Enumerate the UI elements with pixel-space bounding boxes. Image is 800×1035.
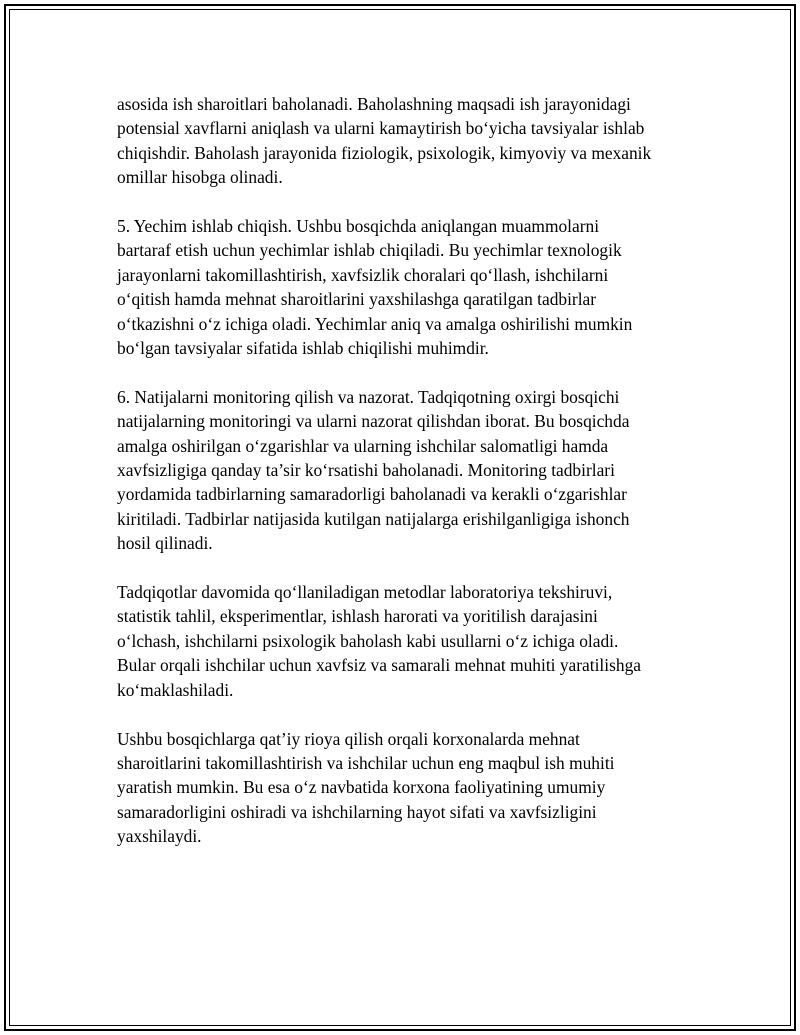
text-line: yaxshilaydi. bbox=[117, 826, 202, 847]
text-line: kiritiladi. Tadbirlar natijasida kutilgan natijalarga erishilganligiga ishonch bbox=[117, 508, 630, 529]
text-line: o‘lchash, ishchilarni psixologik baholash kabi usullarni o‘z ichiga oladi. bbox=[117, 630, 619, 651]
text-line: bo‘lgan tavsiyalar sifatida ishlab chiqilishi muhimdir. bbox=[117, 338, 489, 359]
paragraph-step-5 bbox=[117, 214, 697, 360]
text-line: asosida ish sharoitlari baholanadi. Baholashning maqsadi ish jarayonidagi bbox=[117, 94, 631, 114]
text-line: statistik tahlil, eksperimentlar, ishlash harorati va yoritilish darajasini bbox=[117, 606, 598, 627]
text-line: 6. Natijalarni monitoring qilish va nazorat. Tadqiqotning oxirgi bosqichi bbox=[117, 386, 620, 407]
text-line: Bular orqali ishchilar uchun xavfsiz va samarali mehnat muhiti yaratilishga bbox=[117, 655, 641, 676]
text-line: o‘tkazishni o‘z ichiga oladi. Yechimlar aniq va amalga oshirilishi mumkin bbox=[117, 313, 633, 334]
text-line: jarayonlarni takomillashtirish, xavfsizlik choralari qo‘llash, ishchilarni bbox=[117, 264, 609, 285]
text-line: bartaraf etish uchun yechimlar ishlab chiqiladi. Bu yechimlar texnologik bbox=[117, 240, 622, 261]
paragraph-step-6 bbox=[117, 385, 697, 556]
text-line: amalga oshirilgan o‘zgarishlar va ularning ishchilar salomatligi hamda bbox=[117, 435, 609, 456]
text-line: yaratish mumkin. Bu esa o‘z navbatida korxona faoliyatining umumiy bbox=[117, 777, 606, 798]
text-line: chiqishdir. Baholash jarayonida fiziologik, psixologik, kimyoviy va mexanik bbox=[117, 142, 652, 163]
text-line: omillar hisobga olinadi. bbox=[117, 167, 283, 188]
paragraph-methods bbox=[117, 580, 697, 702]
text-line: 5. Yechim ishlab chiqish. Ushbu bosqichda aniqlangan muammolarni bbox=[117, 216, 600, 237]
text-line: yordamida tadbirlarning samaradorligi baholanadi va kerakli o‘zgarishlar bbox=[117, 484, 627, 505]
text-line: sharoitlarini takomillashtirish va ishchilar uchun eng maqbul ish muhiti bbox=[117, 752, 615, 773]
text-line: xavfsizligiga qanday ta’sir ko‘rsatishi baholanadi. Monitoring tadbirlari bbox=[117, 460, 615, 481]
text-line: natijalarning monitoringi va ularni nazorat qilishdan iborat. Bu bosqichda bbox=[117, 411, 630, 432]
text-line: hosil qilinadi. bbox=[117, 533, 213, 554]
text-line: o‘qitish hamda mehnat sharoitlarini yaxshilashga qaratilgan tadbirlar bbox=[117, 289, 597, 310]
text-line: Ushbu bosqichlarga qat’iy rioya qilish orqali korxonalarda mehnat bbox=[117, 728, 580, 749]
document-body bbox=[117, 92, 697, 873]
text-line: ko‘maklashiladi. bbox=[117, 679, 234, 700]
text-line: potensial xavflarni aniqlash va ularni kamaytirish bo‘yicha tavsiyalar ishlab bbox=[117, 118, 645, 139]
text-line: samaradorligini oshiradi va ishchilarning hayot sifati va xavfsizligini bbox=[117, 801, 597, 822]
text-line: Tadqiqotlar davomida qo‘llaniladigan metodlar laboratoriya tekshiruvi, bbox=[117, 582, 613, 603]
paragraph-conclusion bbox=[117, 727, 697, 849]
paragraph-assessment bbox=[117, 92, 697, 190]
